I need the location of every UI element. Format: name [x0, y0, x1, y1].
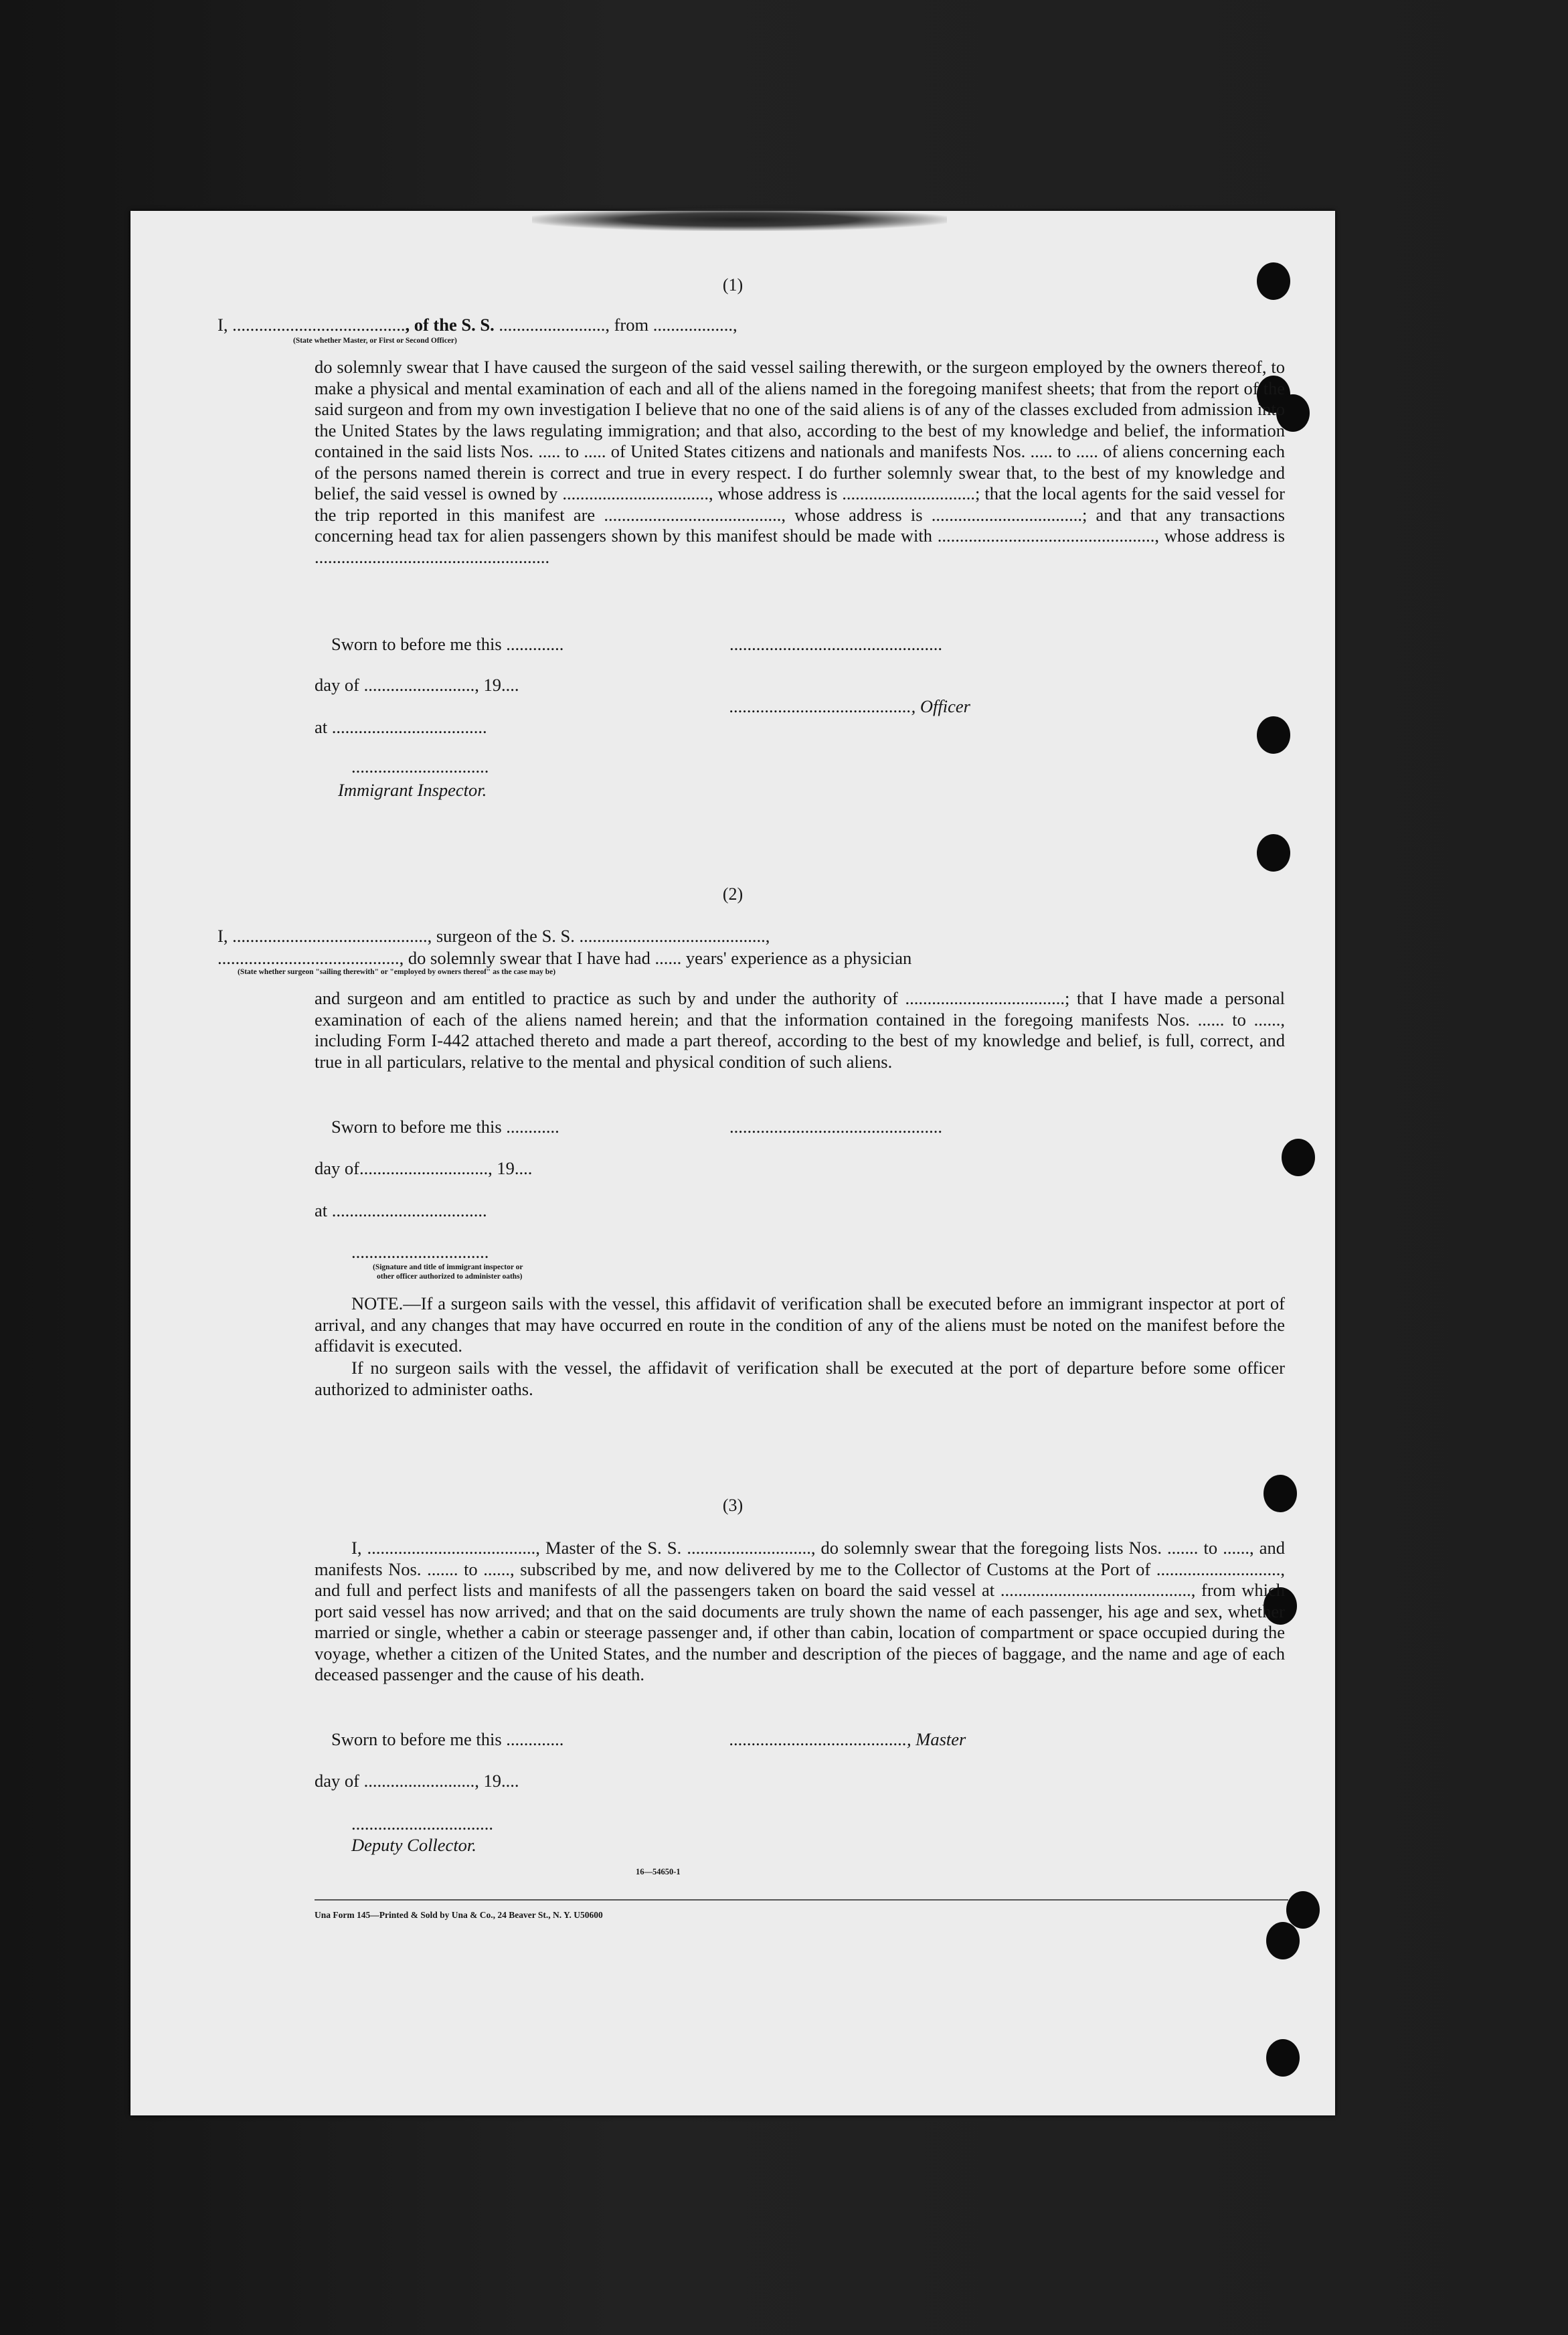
s1-day: day of ........................., 19.... — [315, 675, 519, 695]
s2-sig-hint-1: (Signature and title of immigrant inspector or — [373, 1263, 523, 1271]
footer-rule — [315, 1899, 1288, 1901]
s1-sworn: Sworn to before me this ............. — [331, 634, 564, 654]
burnt-edge — [532, 208, 947, 231]
punch-hole — [1266, 2039, 1300, 2077]
punch-hole — [1257, 834, 1290, 872]
s1-inspector-line: ............................... — [351, 756, 489, 777]
s1-line1-a: I, ....................................... — [217, 315, 406, 335]
s1-at: at ................................... — [315, 717, 487, 737]
punch-hole — [1282, 1139, 1315, 1176]
punch-hole — [1286, 1891, 1320, 1929]
section-2-number: (2) — [722, 884, 744, 904]
section-1-hint: (State whether Master, or First or Second Officer) — [293, 337, 457, 345]
s3-deputy-label: Deputy Collector. — [351, 1835, 476, 1855]
s2-hint: (State whether surgeon "sailing therewith" or "employed by owners thereof" as the case may be) — [238, 968, 556, 976]
s1-officer: ........................................., Officer — [729, 696, 970, 716]
s1-inspector-label: Immigrant Inspector. — [338, 780, 487, 800]
section-2-body: and surgeon and am entitled to practice as such by and under the authority of ....................................; that I have made a personal examination of each of the aliens named herein; and that the information contained in the foregoing manifests Nos. ...... to ......, including Form I-442 attached thereto and made a part thereof, according to the best of my knowledge and belief, is full, correct, and true in all particulars, relative to the mental and physical condition of such aliens. — [315, 988, 1285, 1072]
s1-line1-b: , of the S. S. — [405, 315, 495, 335]
s2-line-2: ........................................., do solemnly swear that I have had ...... years' experience as a physician — [217, 948, 912, 968]
s3-day: day of ........................., 19.... — [315, 1771, 519, 1791]
section-3-number: (3) — [722, 1496, 744, 1515]
s2-sworn: Sworn to before me this ............ — [331, 1117, 559, 1137]
document-page — [130, 211, 1335, 2115]
section-3-body: I, ......................................, Master of the S. S. ............................, do solemnly swear that the foregoing lists Nos. ....... to ......, and manifests Nos. ....... to ......, subscribed by me, and now delivered by me to the Collector of Customs at the Port of ............................, and full and perfect lists and manifests of all the passengers taken on board the said vessel at ..........................................., from which port said vessel has now arrived; and that on the said documents are truly shown the name of each passenger, his age and sex, whether married or single, whether a cabin or steerage passenger and, if other than cabin, location of compartment or space occupied during the voyage, whether a citizen of the United States, and the number and description of the pieces of baggage, and the name and age of each deceased passenger and the cause of his death. — [315, 1538, 1285, 1684]
s3-deputy-line: ................................ — [351, 1814, 493, 1834]
s2-day: day of............................., 19.... — [315, 1158, 533, 1178]
section-1-body: do solemnly swear that I have caused the surgeon of the said vessel sailing therewith, or the surgeon employed by the owners thereof, to make a physical and mental examination of each and all of the aliens named in the foregoing manifest sheets; that from the report of the said surgeon and from my own investigation I believe that no one of the said aliens is of any of the classes excluded from admission into the United States by the laws regulating immigration; and that also, according to the best of my knowledge and belief, the information contained in the said lists Nos. ..... to ..... of United States citizens and nationals and manifests Nos. ..... to ..... of aliens concerning each of the persons named therein is correct and true in every respect. I do further solemnly swear that, to the best of my knowledge and belief, the said vessel is owned by ................................., whose address is ..............................; that the local agents for the said vessel for the trip reported in this manifest are ........................................, whose address is ..................................; and that any transactions concerning head tax for alien passengers shown by this manifest should be made with ................................................., whose address is ..................................................... — [315, 357, 1285, 567]
s2-sig-hint-2: other officer authorized to administer oaths) — [377, 1273, 523, 1281]
s2-line-1: I, ............................................, surgeon of the S. S. .........................................., — [217, 926, 770, 946]
s1-line1-c: ........................, from .................., — [494, 315, 737, 335]
s2-signature-line: ................................................ — [729, 1117, 942, 1137]
footer-imprint: Una Form 145—Printed & Sold by Una & Co., 24 Beaver St., N. Y. U50600 — [315, 1910, 603, 1920]
s2-note-2: If no surgeon sails with the vessel, the affidavit of verification shall be executed at the port of departure before some officer authorized to administer oaths. — [315, 1358, 1285, 1399]
punch-hole — [1257, 716, 1290, 754]
punch-hole — [1266, 1922, 1300, 1959]
section-1-line-1 — [217, 315, 737, 335]
s3-sworn: Sworn to before me this ............. — [331, 1729, 564, 1749]
section-1-number: (1) — [722, 275, 744, 295]
s2-note-1: NOTE.—If a surgeon sails with the vessel, this affidavit of verification shall be executed before an immigrant inspector at port of arrival, and any changes that may have occurred en route in the condition of any of the aliens must be noted on the manifest before the affidavit is executed. — [315, 1293, 1285, 1356]
s2-at: at ................................... — [315, 1200, 487, 1220]
s3-master: ........................................, Master — [729, 1729, 966, 1749]
s2-signature-dots: ............................... — [351, 1242, 489, 1262]
s1-signature-line: ................................................ — [729, 634, 942, 654]
form-code: 16—54650-1 — [636, 1867, 681, 1876]
